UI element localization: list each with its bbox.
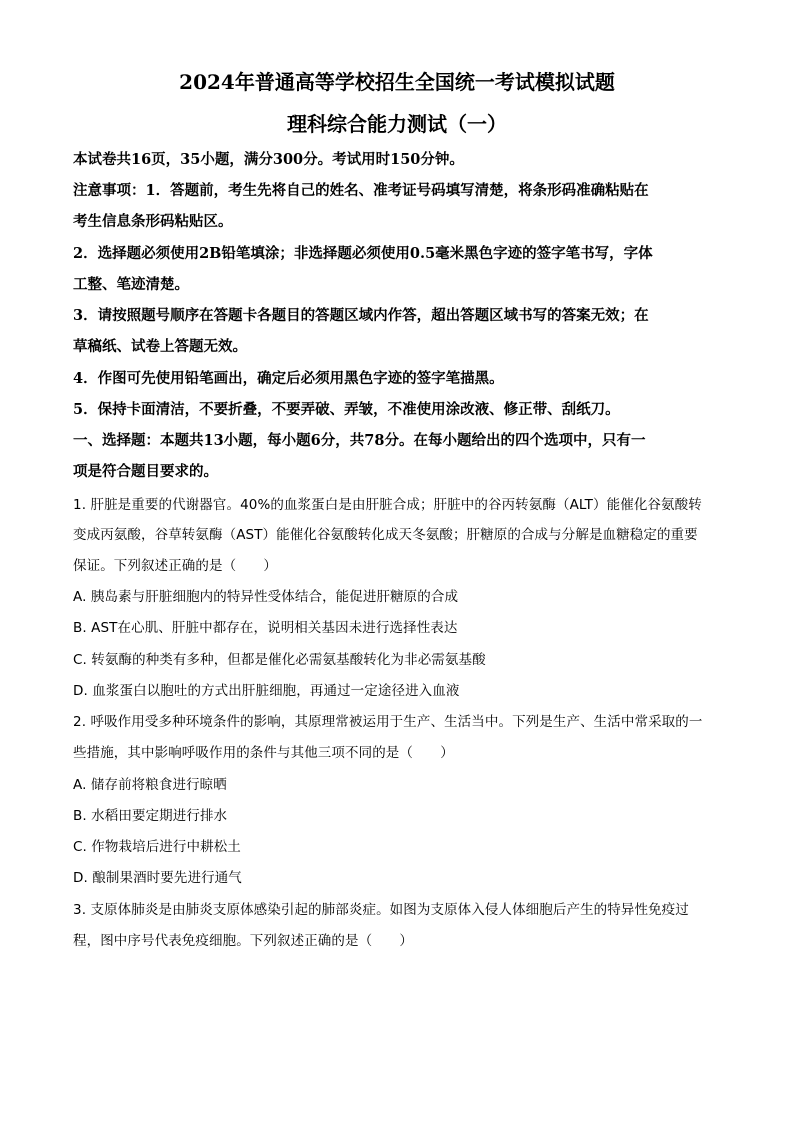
- q2-option-b: B. 水稻田要定期进行排水: [73, 808, 228, 824]
- q2-stem-line-1: 2. 呼吸作用受多种环境条件的影响，其原理常被运用于生产、生活当中。下列是生产、生活中常采取的一: [73, 714, 703, 730]
- note-5: 5．保持卡面清洁，不要折叠，不要弄破、弄皱，不准使用涂改液、修正带、刮纸刀。: [73, 401, 620, 418]
- note-1-line-1: 注意事项：1．答题前，考生先将自己的姓名、准考证号码填写清楚，将条形码准确粘贴在: [73, 182, 649, 199]
- q3-stem-line-1: 3. 支原体肺炎是由肺炎支原体感染引起的肺部炎症。如图为支原体入侵人体细胞后产生的特异性免疫过: [73, 902, 689, 918]
- note-2-line-1: 2．选择题必须使用2B铅笔填涂；非选择题必须使用0.5毫米黑色字迹的签字笔书写，字体: [73, 245, 653, 262]
- q1-stem-line-2: 变成丙氨酸，谷草转氨酶（AST）能催化谷氨酸转化成天冬氨酸；肝糖原的合成与分解是血糖稳定的重要: [73, 527, 698, 543]
- q1-option-c: C. 转氨酶的种类有多种，但都是催化必需氨基酸转化为非必需氨基酸: [73, 652, 486, 668]
- q3-stem-line-2: 程，图中序号代表免疫细胞。下列叙述正确的是（ ）: [73, 933, 413, 949]
- q2-option-c: C. 作物栽培后进行中耕松土: [73, 839, 241, 855]
- note-2-line-2: 工整、笔迹清楚。: [73, 276, 189, 293]
- section-heading-line-1: 一、选择题：本题共13小题，每小题6分，共78分。在每小题给出的四个选项中，只有一: [73, 432, 646, 449]
- q2-stem-line-2: 些措施，其中影响呼吸作用的条件与其他三项不同的是（ ）: [73, 745, 454, 761]
- exam-title: 2024年普通高等学校招生全国统一考试模拟试题: [179, 70, 615, 94]
- note-4: 4．作图可先使用铅笔画出，确定后必须用黑色字迹的签字笔描黑。: [73, 370, 504, 387]
- note-1-line-2: 考生信息条形码粘贴区。: [73, 213, 233, 230]
- section-heading-line-2: 项是符合题目要求的。: [73, 463, 218, 480]
- q2-option-a: A. 储存前将粮食进行晾晒: [73, 777, 227, 793]
- q1-option-b: B. AST在心肌、肝脏中都存在，说明相关基因未进行选择性表达: [73, 620, 458, 636]
- q1-option-d: D. 血浆蛋白以胞吐的方式出肝脏细胞，再通过一定途径进入血液: [73, 683, 460, 699]
- note-3-line-1: 3．请按照题号顺序在答题卡各题目的答题区域内作答，超出答题区域书写的答案无效；在: [73, 307, 649, 324]
- q1-option-a: A. 胰岛素与肝脏细胞内的特异性受体结合，能促进肝糖原的合成: [73, 589, 459, 605]
- q1-stem-line-1: 1. 肝脏是重要的代谢器官。40%的血浆蛋白是由肝脏合成；肝脏中的谷丙转氨酶（ALT）能催化谷氨酸转: [73, 497, 702, 513]
- q2-option-d: D. 酿制果酒时要先进行通气: [73, 870, 242, 886]
- q1-stem-line-3: 保证。下列叙述正确的是（ ）: [73, 558, 277, 574]
- instructions-intro: 本试卷共16页，35小题，满分300分。考试用时150分钟。: [73, 151, 464, 168]
- note-3-line-2: 草稿纸、试卷上答题无效。: [73, 338, 247, 355]
- exam-subtitle: 理科综合能力测试（一）: [287, 112, 507, 136]
